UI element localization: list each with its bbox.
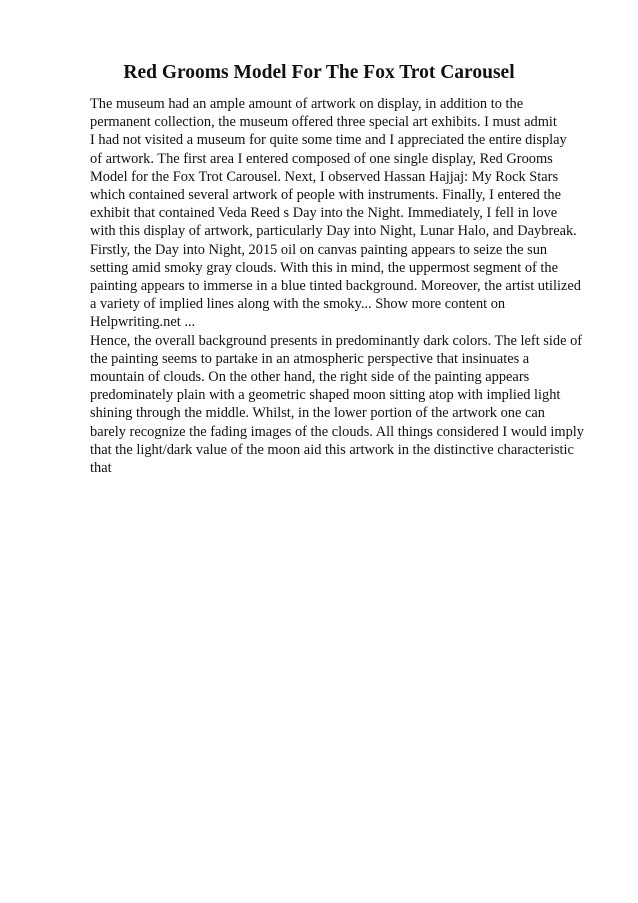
body-line: Model for the Fox Trot Carousel. Next, I observed Hassan Hajjaj: My Rock Stars <box>90 168 559 185</box>
body-line: that the light/dark value of the moon aid this artwork in the distinctive characteristic <box>90 441 574 458</box>
body-line: of artwork. The first area I entered composed of one single display, Red Grooms <box>90 150 553 167</box>
body-line: a variety of implied lines along with the smoky... Show more content on <box>90 296 506 313</box>
body-line: mountain of clouds. On the other hand, the right side of the painting appears <box>90 369 530 386</box>
document-body <box>90 95 615 477</box>
body-line: predominately plain with a geometric shaped moon sitting atop with implied light <box>90 387 561 404</box>
body-line: setting amid smoky gray clouds. With this in mind, the uppermost segment of the <box>90 259 558 276</box>
body-line: The museum had an ample amount of artwork on display, in addition to the <box>90 96 524 112</box>
body-line: Hence, the overall background presents in predominantly dark colors. The left side of <box>90 332 583 349</box>
body-line: shining through the middle. Whilst, in the lower portion of the artwork one can <box>90 405 545 422</box>
body-line: exhibit that contained Veda Reed s Day into the Night. Immediately, I fell in love <box>90 205 558 222</box>
body-line: that <box>90 460 112 477</box>
body-line: Firstly, the Day into Night, 2015 oil on canvas painting appears to seize the sun <box>90 241 548 258</box>
body-line: with this display of artwork, particularly Day into Night, Lunar Halo, and Daybreak. <box>90 223 577 240</box>
body-line: painting appears to immerse in a blue tinted background. Moreover, the artist utilized <box>90 278 581 295</box>
body-line: barely recognize the fading images of the clouds. All things considered I would imply <box>90 423 584 440</box>
body-line: which contained several artwork of people with instruments. Finally, I entered the <box>90 187 562 204</box>
document-title: Red Grooms Model For The Fox Trot Carousel <box>123 62 515 83</box>
body-line: the painting seems to partake in an atmospheric perspective that insinuates a <box>90 350 530 367</box>
body-line: I had not visited a museum for quite some time and I appreciated the entire display <box>90 132 567 149</box>
body-line: Helpwriting.net ... <box>90 314 196 331</box>
body-line: permanent collection, the museum offered three special art exhibits. I must admit <box>90 114 557 131</box>
